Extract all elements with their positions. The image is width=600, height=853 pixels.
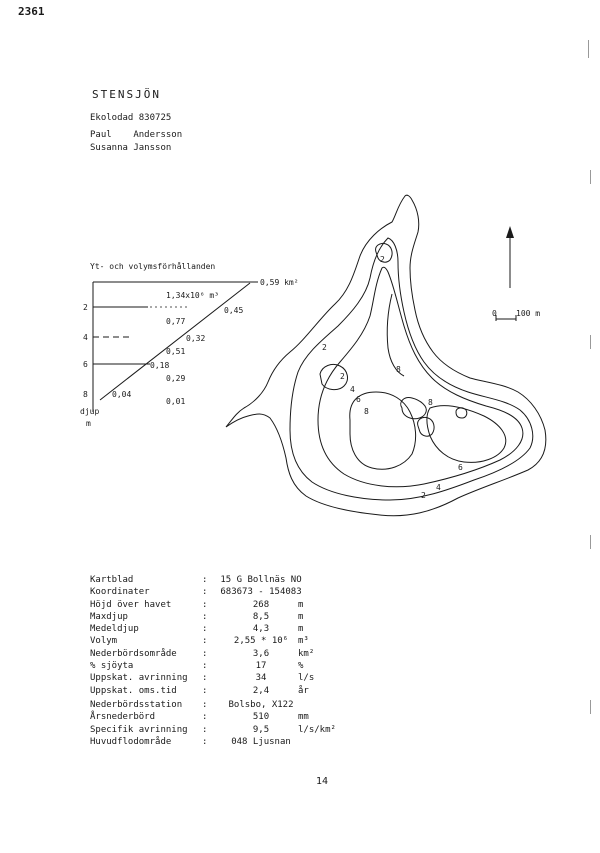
depth-contour [318,267,523,487]
precipitation-facts-table [90,699,336,748]
contour-label: 4 [350,385,355,394]
fact-row: Uppskat. oms.tid : 2,4 år [90,685,309,696]
depth-tick-label: 6 [83,360,88,369]
contour-label: 6 [356,395,361,404]
scale-end-label: 100 m [516,309,541,318]
shoreline [226,195,546,516]
fact-row: Nederbördsstation : Bolsbo, X122 [90,700,294,710]
depth-axis-label: djup [80,407,100,416]
fact-row: Kartblad : 15 G Bollnäs NO [90,575,302,585]
depth-tick-label: 8 [83,390,88,399]
area-value-label: 0,18 [150,361,170,370]
surveyor-name: Paul Andersson [90,130,183,140]
fact-row: Nederbördsområde : 3,6 km² [90,648,315,659]
volume-diagram-title: Yt- och volymsförhållanden [90,262,216,271]
north-arrow-head-icon [506,226,514,238]
survey-date: Ekolodad 830725 [90,113,172,123]
fact-row: Koordinater : 683673 - 154083 [90,587,302,598]
fact-row: Medeldjup : 4,3 m [90,624,304,635]
contour-label: 4 [436,483,441,492]
lake-facts-table [90,574,320,697]
scan-edge-mark [588,40,589,58]
page-number: 14 [316,776,329,787]
depth-contour [401,398,427,419]
document-number: 2361 [18,5,45,18]
depth-unit-label: m [86,419,91,428]
surveyor-name: Susanna Jansson [90,143,172,153]
contour-label: 8 [428,398,433,407]
depth-contour [456,408,467,418]
depth-contour [418,417,434,436]
lake-title: STENSJÖN [92,88,161,101]
scale-start-label: 0 [492,309,497,318]
scan-edge-mark [590,335,591,349]
area-value-label: 0,32 [186,334,206,343]
volume-value-label: 0,51 [166,347,186,356]
fact-row: Huvudflodområde : 048 Ljusnan [90,736,291,747]
fact-row: % sjöyta : 17 % [90,661,304,672]
scan-edge-mark [590,170,591,184]
contour-label: 2 [322,343,327,352]
depth-contour [387,294,404,376]
volume-value-label: 0,29 [166,374,186,383]
volume-value-label: 0,01 [166,397,186,406]
fact-row: Höjd över havet : 268 m [90,599,304,610]
fact-row: Maxdjup : 8,5 m [90,611,304,622]
fact-row: Uppskat. avrinning : 34 l/s [90,673,315,684]
volume-total-label: 1,34x10⁶ m³ [166,291,219,300]
area-value-label: 0,04 [112,390,132,399]
contour-label: 8 [364,407,369,416]
contour-label: 8 [396,365,401,374]
fact-row: Specifik avrinning : 9,5 l/s/km² [90,724,336,735]
area-total-label: 0,59 km² [260,278,299,287]
depth-tick-label: 4 [83,333,88,342]
contour-label: 2 [340,372,345,381]
contour-label: 2 [421,491,426,500]
depth-tick-label: 2 [83,303,88,312]
volume-value-label: 0,77 [166,317,186,326]
contour-label: 6 [458,463,463,472]
contour-label: 2 [380,255,385,264]
area-value-label: 0,45 [224,306,244,315]
fact-row: Årsnederbörd : 510 mm [90,712,309,723]
scan-edge-mark [590,700,591,714]
scan-edge-mark [590,535,591,549]
fact-row: Volym : 2,55 * 10⁶ m³ [90,636,309,647]
depth-contour [290,238,533,500]
